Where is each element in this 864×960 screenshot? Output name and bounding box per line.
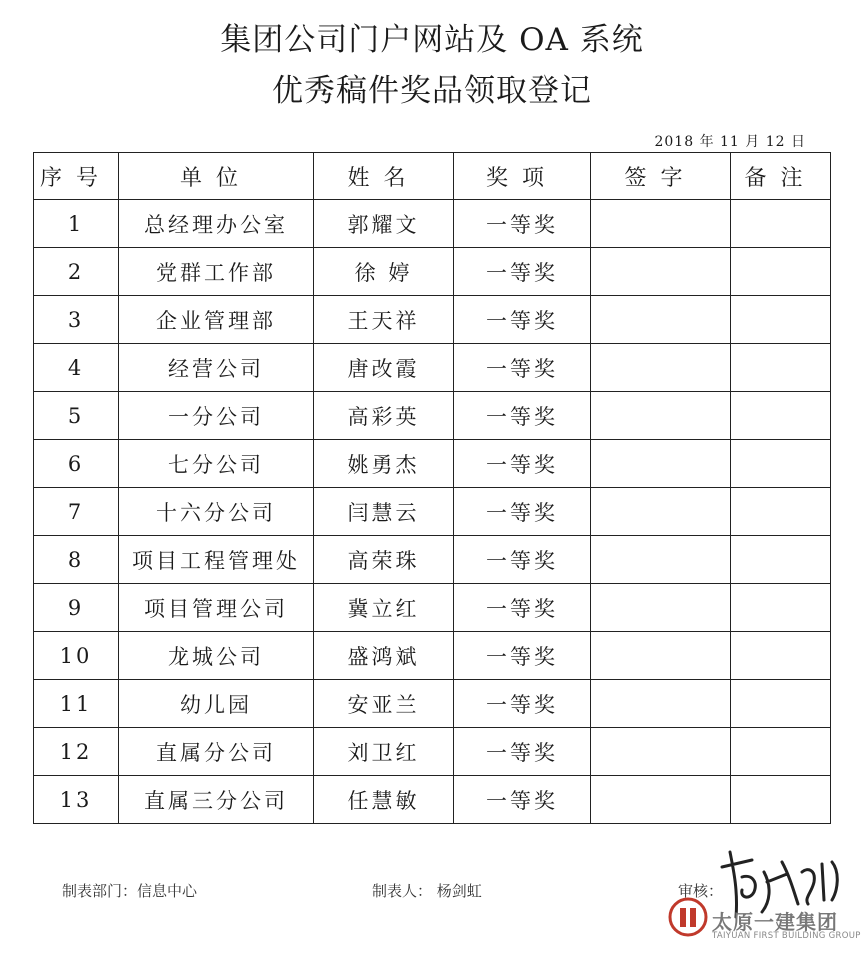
row-signature (591, 776, 731, 824)
row-name: 姚勇杰 (314, 440, 454, 488)
document-title-line2: 优秀稿件奖品领取登记 (272, 73, 592, 109)
row-signature (591, 440, 731, 488)
header-unit: 单位 (119, 153, 314, 200)
row-signature (591, 584, 731, 632)
row-number: 12 (34, 728, 119, 776)
row-award: 一等奖 (454, 440, 591, 488)
row-number: 11 (34, 680, 119, 728)
row-remark (731, 440, 831, 488)
row-name: 唐改霞 (314, 344, 454, 392)
row-remark (731, 248, 831, 296)
row-signature (591, 536, 731, 584)
row-unit: 十六分公司 (119, 488, 314, 536)
row-number: 4 (34, 344, 119, 392)
row-name: 任慧敏 (314, 776, 454, 824)
row-remark (731, 728, 831, 776)
row-unit: 总经理办公室 (119, 200, 314, 248)
header-name: 姓名 (314, 153, 454, 200)
row-number: 7 (34, 488, 119, 536)
table-row (34, 344, 831, 392)
header-remark: 备注 (731, 153, 831, 200)
table-header-row (34, 153, 831, 200)
footer-reviewer: 审核： (678, 882, 724, 900)
row-name: 安亚兰 (314, 680, 454, 728)
row-unit: 直属三分公司 (119, 776, 314, 824)
row-number: 1 (34, 200, 119, 248)
row-unit: 项目工程管理处 (119, 536, 314, 584)
table-row (34, 584, 831, 632)
table-row (34, 296, 831, 344)
row-award: 一等奖 (454, 248, 591, 296)
row-remark (731, 776, 831, 824)
header-no: 序号 (34, 153, 119, 200)
table-row (34, 488, 831, 536)
row-award: 一等奖 (454, 392, 591, 440)
row-name: 闫慧云 (314, 488, 454, 536)
row-number: 10 (34, 632, 119, 680)
row-award: 一等奖 (454, 776, 591, 824)
row-remark (731, 584, 831, 632)
row-number: 2 (34, 248, 119, 296)
row-unit: 一分公司 (119, 392, 314, 440)
row-signature (591, 248, 731, 296)
row-signature (591, 728, 731, 776)
document-title-line1: 集团公司门户网站及 OA 系统 (220, 22, 644, 58)
row-name: 郭耀文 (314, 200, 454, 248)
row-award: 一等奖 (454, 488, 591, 536)
table-row (34, 248, 831, 296)
row-name: 高彩英 (314, 392, 454, 440)
row-signature (591, 344, 731, 392)
row-unit: 七分公司 (119, 440, 314, 488)
row-remark (731, 200, 831, 248)
row-award: 一等奖 (454, 296, 591, 344)
row-award: 一等奖 (454, 200, 591, 248)
row-award: 一等奖 (454, 584, 591, 632)
row-award: 一等奖 (454, 728, 591, 776)
row-name: 高荣珠 (314, 536, 454, 584)
row-signature (591, 632, 731, 680)
row-number: 9 (34, 584, 119, 632)
row-unit: 党群工作部 (119, 248, 314, 296)
row-number: 6 (34, 440, 119, 488)
table-row (34, 680, 831, 728)
document-date: 2018 年 11 月 12 日 (654, 134, 806, 150)
row-remark (731, 344, 831, 392)
row-remark (731, 488, 831, 536)
table-row (34, 728, 831, 776)
row-unit: 企业管理部 (119, 296, 314, 344)
row-number: 3 (34, 296, 119, 344)
company-logo-icon (668, 897, 708, 937)
row-unit: 直属分公司 (119, 728, 314, 776)
row-remark (731, 536, 831, 584)
row-signature (591, 680, 731, 728)
footer-dept: 制表部门：信息中心 (62, 882, 198, 900)
row-signature (591, 488, 731, 536)
row-signature (591, 296, 731, 344)
header-award: 奖项 (454, 153, 591, 200)
table-row (34, 200, 831, 248)
row-award: 一等奖 (454, 536, 591, 584)
row-number: 8 (34, 536, 119, 584)
row-unit: 幼儿园 (119, 680, 314, 728)
table-row (34, 440, 831, 488)
row-award: 一等奖 (454, 680, 591, 728)
footer-preparer: 制表人： 杨剑虹 (372, 882, 482, 900)
company-logo-name: 太原一建集团 (712, 910, 838, 934)
row-number: 13 (34, 776, 119, 824)
row-unit: 经营公司 (119, 344, 314, 392)
row-name: 王天祥 (314, 296, 454, 344)
row-name: 盛鸿斌 (314, 632, 454, 680)
registration-table (33, 152, 831, 824)
table-row (34, 536, 831, 584)
company-logo-subtitle: TAIYUAN FIRST BUILDING GROUP (712, 931, 861, 941)
row-signature (591, 200, 731, 248)
row-number: 5 (34, 392, 119, 440)
row-remark (731, 632, 831, 680)
header-signature: 签字 (591, 153, 731, 200)
row-remark (731, 296, 831, 344)
row-remark (731, 392, 831, 440)
row-name: 刘卫红 (314, 728, 454, 776)
table-row (34, 776, 831, 824)
row-signature (591, 392, 731, 440)
row-name: 徐 婷 (314, 248, 454, 296)
row-remark (731, 680, 831, 728)
table-row (34, 632, 831, 680)
row-award: 一等奖 (454, 344, 591, 392)
row-unit: 龙城公司 (119, 632, 314, 680)
table-row (34, 392, 831, 440)
row-award: 一等奖 (454, 632, 591, 680)
row-name: 冀立红 (314, 584, 454, 632)
row-unit: 项目管理公司 (119, 584, 314, 632)
